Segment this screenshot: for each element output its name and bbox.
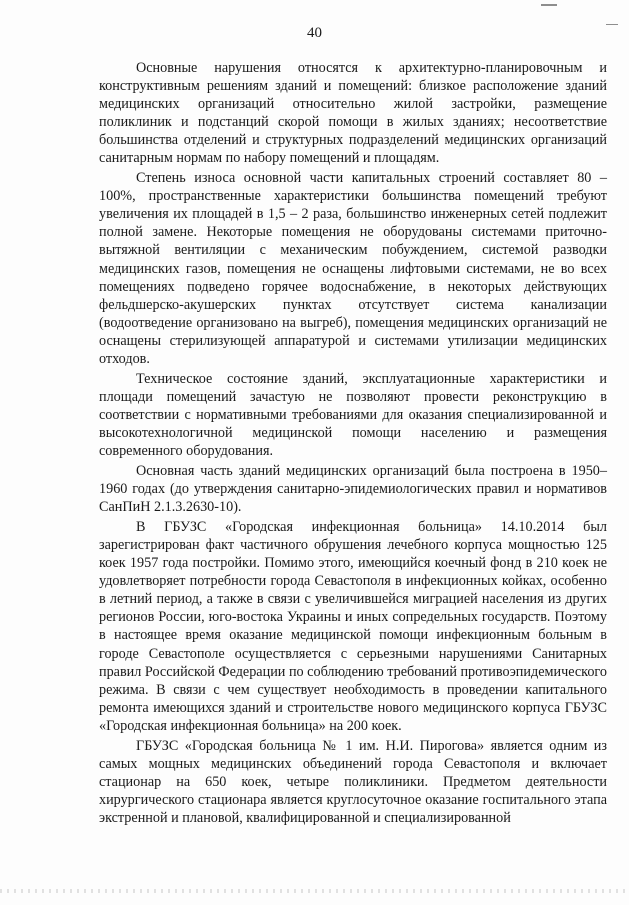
scan-artifact-strip [0,889,629,893]
paragraph: Степень износа основной части капитальных строений составляет 80 – 100%, пространственные характеристики большинства помещений требуют увеличения их площадей в 1,5 – 2 раза, большинство инженерных сетей подлежит полной замене. Некоторые помещения не оборудованы системами приточно-вытяжной вентиляции с механическим побуждением, системой разводки медицинских газов, помещения не оснащены лифтовыми системами, не во всех помещениях подведено горячее водоснабжение, в некоторых действующих фельдшерско-акушерских пунктах отсутствует система канализации (водоотведение организовано на выгреб), помещения медицинских организаций не оснащены стерилизующей аппаратурой и системами утилизации медицинских отходов. [99,170,607,367]
paragraph: Основные нарушения относятся к архитектурно-планировочным и конструктивным решениям зданий и помещений: близкое расположение зданий медицинских организаций относительно жилой застройки, размещение поликлиник и подстанций скорой помощи в жилых зданиях; несоответствие большинства отделений и структурных подразделений медицинских организаций санитарным нормам по набору помещений и площадям. [99,60,607,167]
document-body [99,59,607,829]
paragraph: Техническое состояние зданий, эксплуатационные характеристики и площади помещений зачастую не позволяют провести реконструкцию в соответствии с нормативными требованиями для оказания специализированной и высокотехнологичной медицинской помощи населению и размещения современного оборудования. [99,370,607,459]
paragraph: ГБУЗС «Городская больница № 1 им. Н.И. Пирогова» является одним из самых мощных медицинских объединений города Севастополя и включает стационар на 650 коек, четыре поликлиники. Предметом деятельности хирургического стационара является круглосуточное оказание госпитального этапа экстренной и плановой, квалифицированной и специализированной [99,737,607,826]
paragraph: В ГБУЗС «Городская инфекционная больница» 14.10.2014 был зарегистрирован факт частичного обрушения лечебного корпуса мощностью 125 коек 1957 года постройки. Помимо этого, имеющийся коечный фонд в 210 коек не удовлетворяет потребности города Севастополя в инфекционных койках, особенно в летний период, а также в связи с увеличившейся миграцией населения из других регионов России, юго-востока Украины и иных сопредельных государств. Поэтому в настоящее время оказание медицинской помощи инфекционным больным в городе Севастополе осуществляется с серьезными нарушениями Санитарных правил Российской Федерации по соблюдению требований противоэпидемического режима. В связи с чем существует необходимость в проведении капитального ремонта имеющихся зданий и строительстве нового медицинского корпуса ГБУЗС «Городская инфекционная больница» на 200 коек. [99,519,607,734]
scan-artifact-mark [541,4,557,6]
page-number: 40 [307,25,322,41]
paragraph: Основная часть зданий медицинских организаций была построена в 1950–1960 годах (до утверждения санитарно-эпидемиологических правил и нормативов СанПиН 2.1.3.2630-10). [99,463,607,516]
